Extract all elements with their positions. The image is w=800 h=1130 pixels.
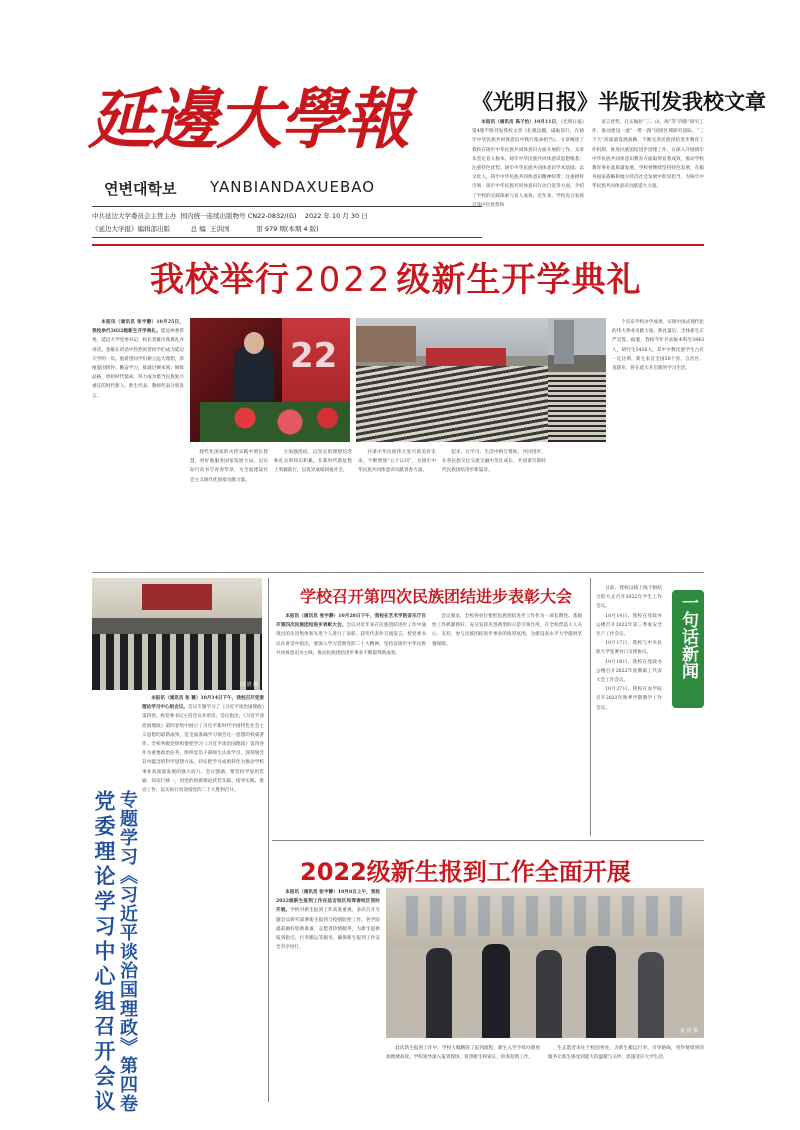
enrollment-windows (406, 896, 686, 936)
opening-headline-pre: 我校举行 (150, 260, 290, 300)
enrollment-text2: 此次新生报到工作中，学校大幅精简了报到流程，新生入学手续办理更加便捷高效。学校领导深入报到现场，看望新生和家长，检查迎新工作。 (386, 1046, 540, 1061)
theory-meeting-photo (92, 578, 262, 690)
opening-text3: 力加强团结，以坚定的理想信念和扎实的知识积累，在新时代新征程上勇毅前行，以优异成绩回报社会。 (274, 450, 352, 474)
opening-headline (150, 252, 710, 301)
masthead-info (92, 210, 482, 236)
aerial-crowd (548, 372, 606, 442)
enrollment-col1 (276, 888, 380, 1102)
ceremony-speaker-photo (190, 318, 350, 442)
unity-byline: 本报讯（通讯员 张宇静）10月28日下午，我校在艺术学院音乐厅召开第四次民族团结进步表彰大会。 (276, 614, 426, 629)
aerial-tower (554, 320, 574, 364)
news-item-1: 日前，我校以线上线下相结合的方式召开2022年学生工作会议。 (596, 586, 662, 610)
opening-col2 (190, 448, 268, 568)
theory-text: 会议专题学习了《习近平谈治国理政》第四卷。校党委书记主持会议并讲话。会议指出，《习近平谈治国理政》第四卷集中展示了习近平新时代中国特色社会主义思想的最新成果，是全面准确学习领会这一思想的权威著作。全校各级党组织要把学习《习近平谈治国理政》第四卷作为重要政治任务，组织党员干部师生认真学习，深刻领会其中蕴含的科学思想方法，切实把学习成果转化为推动学校事业高质量发展的强大动力。会议强调，要坚持学思用贯通、知信行统一，用党的创新理论武装头脑、指导实践、推动工作，以实际行动迎接党的二十大胜利召开。 (142, 705, 264, 794)
enrollment-col3 (548, 1044, 704, 1102)
unity-text2: 会议要求，全校各单位要把民族团结进步工作作为一项长期性、基础性工作抓紧抓好，充分发挥先进典型的示范引领作用，在全校营造人人关心、支持、参与民族团结进步事业的浓厚氛围，为建设高水平大学提供坚强保障。 (432, 614, 582, 647)
news-sidebar (596, 584, 662, 834)
column-divider (268, 578, 269, 1102)
crowd-stage (426, 348, 506, 366)
enrollment-photo (386, 888, 704, 1038)
theory-title: 党委理论学习中心组召开会议 (92, 790, 116, 1115)
section-divider-2 (272, 840, 704, 841)
opening-col1 (92, 318, 184, 568)
theory-col (142, 694, 264, 1102)
masthead-divider (92, 206, 482, 207)
speaker-figure (234, 346, 274, 402)
publisher-line1: 中共延边大学委员会主管主办 (92, 212, 177, 220)
student-figure-2 (482, 944, 510, 1038)
opening-col6 (612, 318, 704, 568)
issue-date: 2022 年 10 月 30 日 (304, 212, 368, 220)
top-story-col2 (592, 118, 704, 238)
opening-col5 (442, 448, 546, 568)
meeting-table (92, 634, 262, 690)
unity-col1 (276, 612, 426, 834)
opening-text6: 个宣布学校办学成果，实现中国式现代化的伟大事业贡献力量。典礼最后，全体新生庄严宣誓。据悉，我校今年共录取本科生5843人，研究生3416人，其中少数民族学生占有一定比例。新生来自全国30个省、自治区、直辖市，将在延大开启新的学习生活。 (612, 320, 704, 372)
news-item-2: 10月14日，我校在党政办公楼召开2022年第三季度安全生产工作会议。 (596, 613, 662, 638)
opening-text1: 延边州委常委、延边大学党委书记、校长金雄出席典礼并讲话。金雄在讲话中热烈祝贺同学们成为延边大学的一员。他希望同学们树立远大理想，厚植爱国情怀；勤奋学习，练就过硬本领；锤炼品格，勇担时代使命，努力成为堪当民族复兴重任的时代新人。新生代表、教师代表分别发言。 (92, 329, 184, 399)
news-sidebar-label-text: 一句话新闻 (678, 594, 698, 679)
enrollment-headline: 2022级新生报到工作全面开展 (300, 858, 631, 886)
opening-headline-post: 级新生开学典礼 (396, 260, 642, 300)
stage-numeral: 22 (290, 336, 338, 376)
opening-col3 (274, 448, 352, 568)
unity-col2 (432, 612, 582, 834)
opening-col4 (358, 448, 436, 568)
theory-subtitle: 专题学习《习近平谈治国理政》第四卷 (117, 790, 138, 1113)
student-figure-4 (586, 946, 616, 1038)
crowd-rows (356, 366, 548, 442)
masthead-korean: 연변대학보 (104, 180, 177, 198)
chief-name: 王洪国 (209, 225, 230, 233)
enrollment-col2 (386, 1044, 540, 1102)
section-divider-1 (92, 572, 704, 573)
publisher-line2: 《延边大学报》编辑部出版 (92, 225, 170, 233)
student-figure-5 (638, 952, 664, 1038)
news-item-4: 10月18日，我校在党政办公楼召开2022年度教职工代表大会工作会议。 (596, 659, 662, 684)
masthead-latin: YANBIANDAXUEBAO (210, 178, 376, 196)
ceremony-aerial-photo (548, 318, 606, 442)
top-story-text2: 语言优势，扎实做好“三、山、海”等“四新”研究工作，推动建设一流“一带一路”国别区域研究团队，“三个大”高质量发展战略，不断完善民族团结进步教育工作机制，推进民族团结进步创建工作，在深入开展铸牢中华民族共同体意识教育方面取得显著成效，推动学校教育事业高质量发展。学校将继续坚持特色发展，在服务国家战略和地方经济社会发展中彰显担当，为铸牢中华民族共同体意识贡献延大力量。 (592, 120, 704, 190)
ceremony-crowd-photo (356, 318, 548, 442)
crowd-building (356, 326, 416, 362)
opening-text2: 现代化国家的火热实践中增长智慧，更好地服务国家发展大局，以实际行动书写青春华章，为全面建设社会主义现代化国家贡献力量。 (190, 450, 268, 483)
issue-number: 第 979 期(本期 4 版) (256, 225, 319, 233)
opening-text5: 起来，在学习、生活中相互帮助、共同进步，在各民族交往交流交融中茁壮成长，共同谱写新时代民族团结进步新篇章。 (442, 450, 546, 474)
news-item-5: 10月27日，我校在农学院召开2022年秋季学期教学工作会议。 (596, 687, 662, 711)
student-figure-3 (536, 950, 562, 1038)
photo-credit-a: 刘 清 摄 (239, 682, 258, 688)
cn-number: CN22-0832/(G) (247, 212, 297, 220)
unity-headline: 学校召开第四次民族团结进步表彰大会 (300, 587, 573, 606)
masthead-divider-bottom (92, 237, 482, 238)
enrollment-text3: 生志愿者来往于校园各处，为新生搬运行李、引导路线，用热情周到的服务让新生感受到延大的温暖与关怀，迅速适应大学生活。 (548, 1046, 704, 1061)
masthead-title: 延邊大學報 (88, 80, 408, 158)
opening-byline: 本报讯（通讯员 张宇静）10月25日，我校举行2022级新生开学典礼。 (92, 320, 184, 335)
opening-headline-year: 2022 (294, 260, 393, 300)
speaker-head (244, 332, 264, 354)
enrollment-byline: 本报讯（通讯员 张宇静）10月8日上午，我校2022级新生报到工作在延吉校区和珲春校区同时开展。 (276, 890, 380, 914)
podium-flowers (200, 402, 350, 442)
meeting-screen (142, 584, 212, 610)
top-story-text1: 《光明日报》第4版半版刊发我校文章《扎根边疆，砥砺前行，在铸牢中华民族共同体意识中践行使命担当》。文章阐述了我校在铸牢中华民族共同体意识方面开展的工作。文章从坚定育人根本、铸牢中华民族共同体意识思想根基；注重特色优势，铸牢中华民族共同体意识学术基础；以文化人，铸牢中华民族共同体意识精神纽带；注重榜样引领，铸牢中华民族共同体意识行动自觉等方面，介绍了学校的实践探索与育人成效。近年来，学校充分发挥自身区位优势和 (472, 120, 584, 208)
chief-label: 总 编 (190, 225, 206, 233)
student-figure-1 (426, 948, 452, 1038)
news-item-3: 10月17日，我校与中央民族大学签署对口支援协议。 (596, 641, 662, 656)
photo-credit-b: 姜 涛 摄 (679, 1028, 698, 1034)
top-story-byline: 本报讯（通讯员 高子怡）10月11日， (481, 120, 561, 125)
top-story-headline: 《光明日报》半版刊发我校文章 (472, 90, 766, 114)
opening-rule (92, 244, 704, 246)
top-story-col1 (472, 118, 584, 238)
enrollment-text1: 学校对新生报到工作高度重视，多次召开专题会议研究部署新生报到与疫情防控工作。各学院提前做好迎新准备，志愿者热情服务，为新生提供报到指引、行李搬运等服务，确保新生报到工作安全有序进行。 (276, 908, 380, 951)
opening-text4: 共谋中华民族伟大复兴的美好未来，不断增强“五个认同”，为铸牢中华民族共同体意识贡献青春力量。 (358, 450, 436, 474)
sidebar-divider (590, 578, 591, 836)
theory-byline: 本报讯（通讯员 张 薇）10月14日下午，我校召开党委理论学习中心组会议。 (142, 696, 264, 711)
unity-text1: 会议对近年来在民族团结进步工作中涌现出的先进集体和先进个人进行了表彰。获奖代表作交流发言。校党委书记在讲话中指出，要深入学习贯彻党的二十大精神，坚持以铸牢中华民族共同体意识为主线，推动民族团结进步事业不断取得新成效。 (276, 623, 426, 656)
cn-label: 国内统一连续出版物号 (180, 212, 246, 220)
